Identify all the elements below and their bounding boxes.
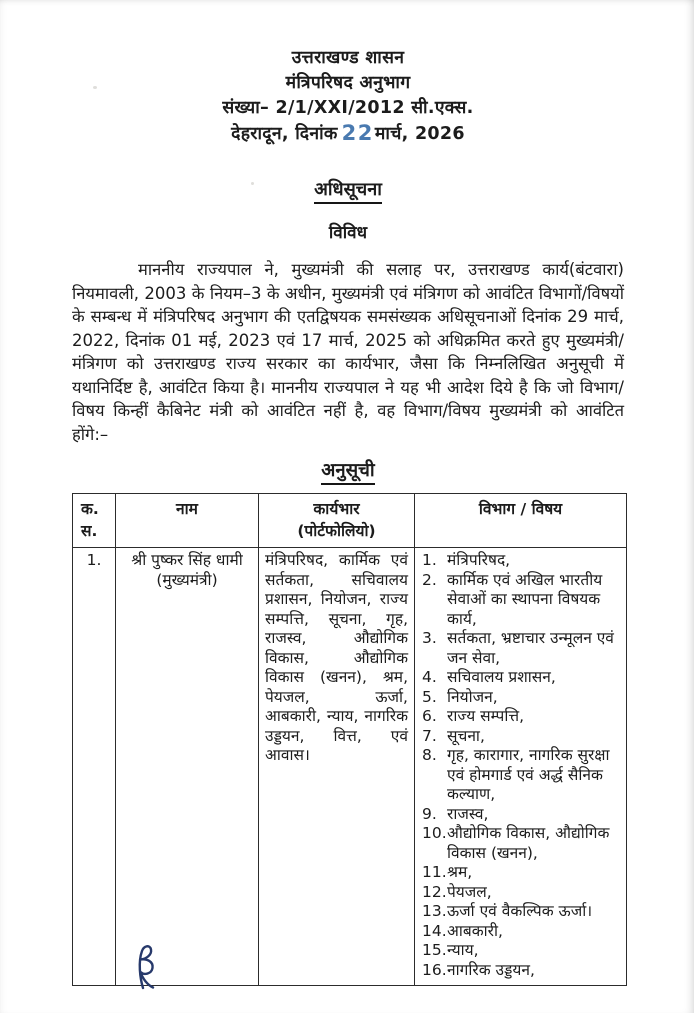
- signature-initial-icon: [128, 942, 162, 996]
- cell-departments: [415, 548, 627, 986]
- department-item: न्याय,: [447, 941, 479, 959]
- department-item: सर्तकता, भ्रष्टाचार उन्मूलन एवं जन सेवा,: [447, 629, 614, 667]
- section-name: मंत्रिपरिषद अनुभाग: [285, 73, 411, 93]
- cell-serial: 1.: [73, 548, 116, 986]
- minister-name: श्री पुष्कर सिंह धामी: [131, 551, 243, 569]
- government-title: उत्तराखण्ड शासन: [291, 48, 405, 68]
- department-item: सचिवालय प्रशासन,: [447, 668, 556, 686]
- place-date-line: [72, 121, 624, 147]
- table-header-row: [73, 494, 627, 548]
- cell-portfolio: मंत्रिपरिषद, कार्मिक एवं सर्तकता, सचिवालय प्रशासन, नियोजन, राज्य सम्पत्ति, सूचना, गृह, राजस्व, औद्योगिक विकास, औद्योगिक विकास (खनन), श्रम, पेयजल, ऊर्जा, आबकारी, न्याय, नागरिक उड्डयन, वित्त, एवं आवास।: [259, 548, 415, 986]
- body-paragraph: माननीय राज्यपाल ने, मुख्यमंत्री की सलाह पर, उत्तराखण्ड कार्य(बंटवारा) नियमावली, 2003 के नियम–3 के अधीन, मुख्यमंत्री एवं मंत्रिगण को आवंटित विभागों/विषयों के सम्बन्ध में मंत्रिपरिषद अनुभाग की एतद्विषयक समसंख्यक अधिसूचनाओं दिनांक 29 मार्च, 2022, दिनांक 01 मई, 2023 एवं 17 मार्च, 2025 को अधिक्रमित करते हुए मुख्यमंत्री/मंत्रिगण को उत्तराखण्ड राज्य सरकार का कार्यभार, जैसा कि निम्नलिखित अनुसूची में यथानिर्दिष्ट है, आवंटित किया है। माननीय राज्यपाल ने यह भी आदेश दिये है कि जो विभाग/विषय किन्हीं कैबिनेट मंत्री को आवंटित नहीं है, वह विभाग/विषय मुख्यमंत्री को आवंटित होंगे:–: [72, 260, 624, 444]
- col-header-departments: विभाग / विषय: [415, 494, 627, 548]
- scan-speck: [251, 182, 254, 185]
- col-header-serial: क. स.: [73, 494, 116, 548]
- department-item: सूचना,: [447, 726, 485, 745]
- schedule-heading-wrap: [72, 457, 624, 485]
- department-item: कार्मिक एवं अखिल भारतीय सेवाओं का स्थापना विषयक कार्य,: [447, 570, 603, 628]
- date-prefix: देहरादून, दिनांक: [231, 124, 338, 144]
- department-item: औद्योगिक विकास, औद्योगिक विकास (खनन),: [447, 824, 610, 862]
- letterhead: [72, 46, 624, 147]
- department-item: आबकारी,: [447, 921, 503, 940]
- department-item: नागरिक उड्डयन,: [447, 960, 535, 979]
- col-header-name: नाम: [116, 494, 259, 548]
- cell-name: [116, 548, 259, 986]
- department-item: राज्य सम्पत्ति,: [447, 707, 525, 725]
- notification-heading-wrap: [72, 177, 624, 204]
- department-item: गृह, कारागार, नागरिक सुरक्षा एवं होमगार्ड एवं अर्द्ध सैनिक कल्याण,: [447, 746, 610, 803]
- table-row: [73, 548, 627, 986]
- department-item: श्रम,: [447, 863, 473, 881]
- department-item: मंत्रिपरिषद,: [447, 551, 511, 569]
- department-item: ऊर्जा एवं वैकल्पिक ऊर्जा।: [447, 902, 593, 920]
- schedule-table: [72, 493, 627, 986]
- schedule-heading: अनुसूची: [321, 457, 374, 485]
- handwritten-day: 22: [341, 121, 374, 145]
- department-item: राजस्व,: [447, 804, 489, 823]
- department-item: पेयजल,: [447, 882, 492, 901]
- minister-designation: (मुख्यमंत्री): [156, 570, 218, 589]
- date-suffix: मार्च, 2026: [374, 124, 465, 144]
- subheading: विविध: [328, 223, 368, 243]
- reference-number: संख्या– 2/1/XXI/2012 सी.एक्स.: [222, 98, 474, 118]
- department-list: [421, 551, 620, 980]
- scan-speck: [93, 86, 97, 89]
- col-header-portfolio: कार्यभार (पोर्टफोलियो): [259, 494, 415, 548]
- department-item: नियोजन,: [447, 687, 498, 706]
- notification-heading: अधिसूचना: [314, 177, 382, 204]
